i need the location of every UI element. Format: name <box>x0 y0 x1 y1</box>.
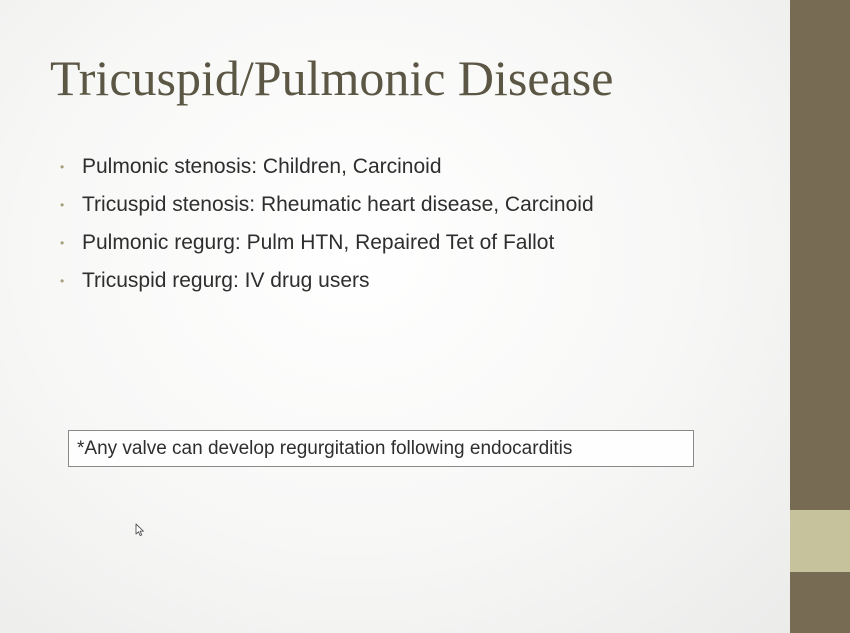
decorative-sidebar-accent <box>790 510 850 572</box>
bullet-item <box>60 224 594 262</box>
mouse-pointer-icon <box>135 523 145 537</box>
bullet-icon: • <box>60 198 65 212</box>
bullet-text: Pulmonic stenosis: Children, Carcinoid <box>82 155 442 178</box>
bullet-item <box>60 262 594 300</box>
bullet-icon: • <box>60 236 65 250</box>
bullet-text: Tricuspid regurg: IV drug users <box>82 269 370 292</box>
bullet-icon: • <box>60 274 65 288</box>
endocarditis-note-box: *Any valve can develop regurgitation following endocarditis <box>68 430 694 467</box>
slide-title: Tricuspid/Pulmonic Disease <box>50 50 614 106</box>
bullet-text: Tricuspid stenosis: Rheumatic heart disease, Carcinoid <box>82 193 594 216</box>
bullet-item <box>60 148 594 186</box>
bullet-list <box>60 148 594 300</box>
bullet-text: Pulmonic regurg: Pulm HTN, Repaired Tet of Fallot <box>82 231 555 254</box>
bullet-item <box>60 186 594 224</box>
bullet-icon: • <box>60 160 65 174</box>
